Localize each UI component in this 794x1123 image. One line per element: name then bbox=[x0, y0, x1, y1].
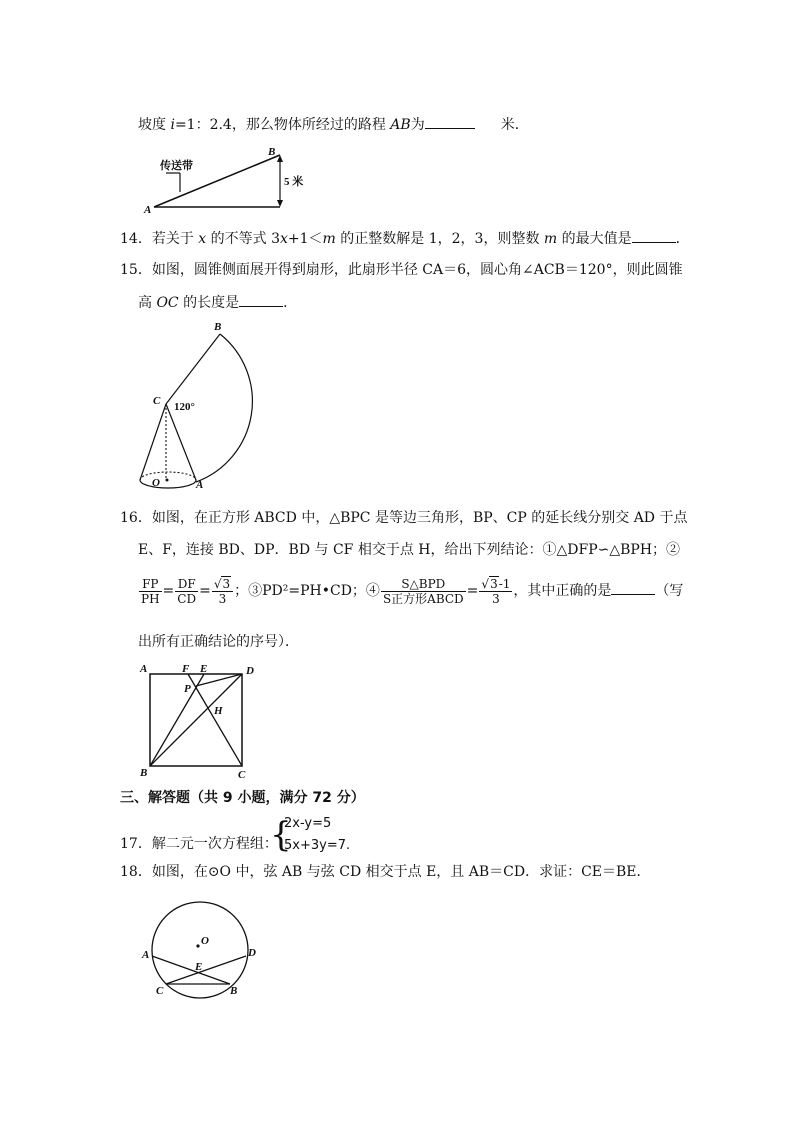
q18-label-e: E bbox=[195, 961, 203, 973]
q16-label-d: D bbox=[246, 665, 254, 677]
q18-chord-ab bbox=[152, 956, 230, 984]
section-3-title: 三、解答题（共 9 小题，满分 72 分） bbox=[120, 790, 365, 806]
q15-center-o bbox=[166, 479, 169, 482]
q15-answer-blank[interactable] bbox=[239, 292, 283, 307]
q15-line1: 15．如图，圆锥侧面展开得到扇形，此扇形半径 CA＝6，圆心角∠ACB＝120°，则此圆锥 bbox=[120, 262, 683, 278]
q16-frac-sqrt3-3: $\frac{√3}{3}$ bbox=[212, 577, 233, 606]
q18-chord-cd bbox=[166, 956, 246, 984]
q13-answer-blank[interactable] bbox=[425, 114, 475, 129]
q16-label-f: F bbox=[182, 663, 190, 675]
q17-eq2: 5x+3y=7. bbox=[284, 838, 351, 853]
q13-arrow-bottom bbox=[277, 200, 283, 207]
q15-label-c: C bbox=[153, 395, 161, 407]
q16-frac-sqrt3-minus1: $\frac{√3-1}{3}$ bbox=[481, 576, 511, 606]
q13-line: 坡度 i=1：2.4，那么物体所经过的路程 AB为 米． bbox=[138, 114, 529, 135]
q18-line: 18．如图，在⊙O 中，弦 AB 与弦 CD 相交于点 E，且 AB＝CD．求证：CE＝BE． bbox=[120, 864, 651, 880]
q16-label-e: E bbox=[200, 663, 208, 675]
q17-brace: { bbox=[270, 815, 292, 855]
q13-label-a: A bbox=[144, 204, 152, 216]
q16-line1: 16．如图，在正方形 ABCD 中，△BPC 是等边三角形，BP、CP 的延长线分别交 AD 于点 bbox=[120, 510, 688, 526]
q18-center-o bbox=[196, 944, 199, 947]
q18-label-d: D bbox=[248, 947, 256, 959]
q15-radius-ca bbox=[166, 404, 196, 480]
q18-figure bbox=[138, 896, 268, 1006]
q14-answer-blank[interactable] bbox=[632, 228, 676, 243]
q15-cone-left bbox=[140, 404, 166, 480]
q13-label-b: B bbox=[268, 146, 276, 158]
q15-label-o: O bbox=[152, 477, 160, 489]
q13-label-conveyor: 传送带 bbox=[160, 160, 193, 172]
q15-label-b: B bbox=[214, 321, 222, 333]
q17-line: 17．解二元一次方程组： bbox=[120, 836, 278, 852]
q18-label-a: A bbox=[142, 949, 150, 961]
q18-label-c: C bbox=[156, 985, 164, 997]
q15-base-front bbox=[140, 480, 196, 488]
q16-frac-df-cd: $\frac{DF}{CD}$ bbox=[177, 576, 197, 606]
q18-label-b: B bbox=[230, 985, 238, 997]
q18-label-o: O bbox=[201, 935, 209, 947]
q16-label-c: C bbox=[238, 769, 246, 781]
q15-radius-cb bbox=[166, 334, 220, 404]
q15-label-a: A bbox=[196, 479, 204, 491]
q16-frac-area: $\frac{\text{S△BPD}}{\text{S正方形ABCD}}$ bbox=[382, 576, 464, 606]
q16-answer-blank[interactable] bbox=[611, 580, 655, 595]
q14-line: 14．若关于 x 的不等式 3x+1＜m 的正整数解是 1，2，3，则整数 m 的最大值是 ． bbox=[120, 228, 690, 249]
q16-label-h: H bbox=[214, 705, 223, 717]
q16-figure bbox=[138, 660, 268, 780]
q13-label-height: 5 米 bbox=[284, 176, 304, 188]
q16-line3: $\frac{FP}{PH}$ = $\frac{DF}{CD}$ = $\frac{√3}{3}$ ；③PD²=PH•CD；④ $\frac{\text{S△BPD}}{\text{S正方形ABCD}}$ = $\frac{√3-1}{3}$ ，其中正确的是 （写 bbox=[141, 576, 684, 606]
q15-line2: 高 OC 的长度是 ． bbox=[138, 292, 297, 313]
q15-figure bbox=[134, 320, 274, 490]
q16-line2: E、F，连接 BD、DP．BD 与 CF 相交于点 H，给出下列结论：①△DFP∽△BPH；② bbox=[138, 542, 681, 558]
q15-label-angle: 120° bbox=[174, 401, 195, 413]
q16-label-a: A bbox=[140, 663, 148, 675]
q16-label-b: B bbox=[140, 767, 148, 779]
q13-figure bbox=[140, 143, 304, 216]
q16-label-p: P bbox=[184, 683, 191, 695]
q17-eq1: 2x-y=5 bbox=[284, 816, 332, 831]
q15-sector-arc bbox=[196, 334, 252, 482]
q16-frac-fp-ph: $\frac{FP}{PH}$ bbox=[141, 576, 160, 606]
q16-line4: 出所有正确结论的序号）． bbox=[138, 634, 299, 650]
q15-base-back bbox=[140, 472, 196, 480]
